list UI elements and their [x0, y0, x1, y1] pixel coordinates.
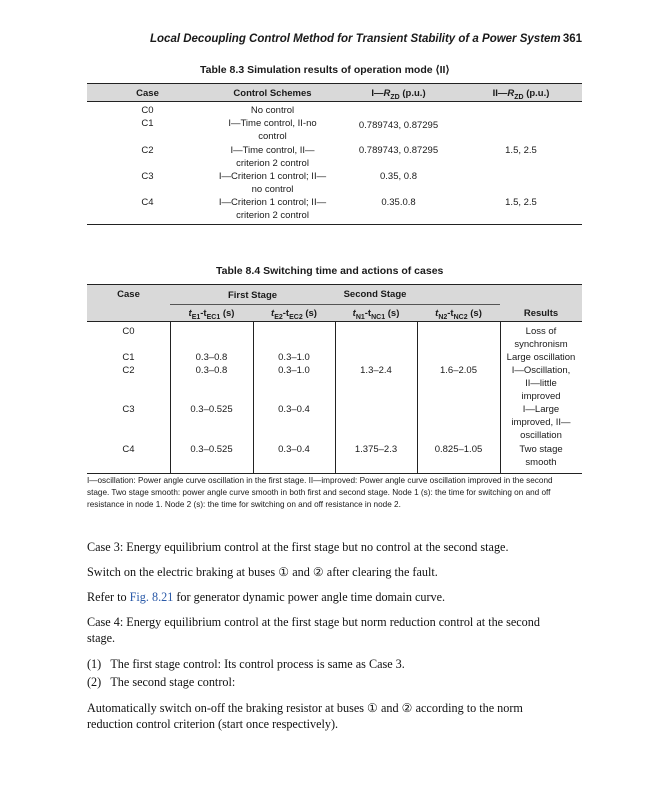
t84-r0-result: Loss of synchronism — [514, 326, 568, 350]
t84-r1-result: Large oscillation — [506, 352, 576, 363]
list-item: (2) The second stage control: — [87, 675, 236, 689]
t84-r2-n1: 1.3–2.4 — [360, 365, 392, 376]
t83-r3-scheme: I—Criterion 1 control; II— no control — [218, 171, 327, 195]
t83-r1-scheme: I—Time control, II-no control — [228, 118, 317, 142]
t84-r0-case: C0 — [122, 326, 135, 337]
t84-r4-result: Two stage smooth — [519, 444, 563, 468]
t83-col-schemes: Control Schemes — [233, 88, 312, 99]
t84-r3-result: I—Large improved, II— oscillation — [511, 404, 571, 441]
t83-r0-scheme: No control — [250, 105, 295, 116]
figure-link[interactable]: Fig. 8.21 — [129, 590, 174, 604]
t83-h-ii-prefix: II— — [492, 88, 508, 99]
t84-r2-e1: 0.3–0.8 — [195, 365, 228, 376]
t84-r2-n2: 1.6–2.05 — [440, 365, 477, 376]
t83-r2-scheme: I—Time control, II— criterion 2 control — [230, 145, 315, 169]
t83-r4-scheme: I—Criterion 1 control; II— criterion 2 control — [218, 197, 327, 221]
running-header — [150, 33, 586, 45]
t83-h-i-r: R — [383, 88, 391, 99]
t84-col-results: Results — [523, 308, 559, 319]
t83-h-ii-sub: ZD — [514, 93, 524, 101]
t84-r1-e2: 0.3–1.0 — [278, 352, 310, 363]
t84-r4-e2: 0.3–0.4 — [278, 444, 310, 455]
t83-col-rzd-ii — [460, 87, 582, 104]
t83-h-i-sub: ZD — [390, 93, 400, 101]
table-8-3-bottom-rule — [87, 224, 582, 225]
table-8-4-stage-rule — [170, 304, 500, 305]
t84-r4-n2: 0.825–1.05 — [434, 444, 483, 455]
t84-r3-e1: 0.3–0.525 — [190, 404, 233, 415]
t83-h-ii-unit: (p.u.) — [523, 88, 550, 99]
t84-col-first-stage: First Stage — [227, 290, 278, 301]
t84-r4-case: C4 — [122, 444, 135, 455]
t84-col-case: Case — [117, 289, 140, 300]
t83-h-ii-r: R — [507, 88, 515, 99]
paragraph-automatic-switch: Automatically switch on-off the braking resistor at buses ① and ② according to the norm reduction control criterion (start once respectively). — [87, 701, 523, 731]
t83-r4-i: 0.35.0.8 — [381, 197, 416, 208]
t83-col-rzd-i — [337, 87, 460, 104]
t84-r3-case: C3 — [122, 404, 135, 415]
t84-r1-case: C1 — [122, 352, 135, 363]
t84-col-e1: $t_{E1}-t_{EC1}$ (s) — [188, 308, 235, 321]
t83-r1-i: 0.789743, 0.87295 — [358, 120, 439, 131]
t83-h-i-unit: (p.u.) — [399, 88, 426, 99]
t83-r4-case: C4 — [141, 197, 154, 208]
table-8-4-caption: Table 8.4 Switching time and actions of cases — [216, 265, 444, 277]
page-number: 361 — [562, 33, 582, 45]
table-8-4-bottom-rule — [87, 473, 582, 474]
t83-r2-i: 0.789743, 0.87295 — [358, 145, 439, 156]
t84-r1-e1: 0.3–0.8 — [195, 352, 228, 363]
t84-col-n2: $t_{N2}-t_{NC2}$ (s) — [435, 308, 482, 321]
running-title: Local Decoupling Control Method for Transient Stability of a Power System — [150, 33, 561, 45]
list-item: (1) The first stage control: Its control process is same as Case 3. — [87, 657, 405, 671]
t83-r3-i: 0.35, 0.8 — [380, 171, 417, 182]
t83-col-case: Case — [136, 88, 159, 99]
t84-r4-n1: 1.375–2.3 — [354, 444, 398, 455]
paragraph-refer: Refer to Fig. 8.21 for generator dynamic power angle time domain curve. — [87, 590, 446, 604]
t83-r2-ii: 1.5, 2.5 — [505, 145, 537, 156]
t84-col-second-stage: Second Stage — [343, 289, 407, 300]
t83-h-i-prefix: I— — [371, 88, 384, 99]
table-8-4-footnote: I—oscillation: Power angle curve oscillation in the first stage. II—improved: Power angle curve oscillation improved in the second stage. Two stage smooth: power angle curve smooth in both first and second stage. Node 1 (s): the time for switching on and off resistance in node 1. Node 2 (s): the time for switching on and off resistance in node 2. — [87, 476, 553, 509]
t84-r2-case: C2 — [122, 365, 135, 376]
table-8-3-caption: Table 8.3 Simulation results of operation mode ⟨II⟩ — [200, 64, 450, 76]
t84-r2-e2: 0.3–1.0 — [278, 365, 310, 376]
paragraph-case-3: Case 3: Energy equilibrium control at the first stage but no control at the second stage. — [87, 540, 509, 554]
t84-col-n1: $t_{N1}-t_{NC1}$ (s) — [352, 308, 400, 321]
t83-r1-case: C1 — [141, 118, 154, 129]
t83-r2-case: C2 — [141, 145, 154, 156]
t83-r4-ii: 1.5, 2.5 — [505, 197, 537, 208]
t84-r3-e2: 0.3–0.4 — [278, 404, 310, 415]
t84-r2-result: I—Oscillation, II—little improved — [511, 365, 571, 402]
t84-r4-e1: 0.3–0.525 — [190, 444, 233, 455]
paragraph-case-4: Case 4: Energy equilibrium control at the first stage but norm reduction control at the second stage. — [87, 615, 540, 645]
t83-r3-case: C3 — [141, 171, 154, 182]
paragraph-braking: Switch on the electric braking at buses ① and ② after clearing the fault. — [87, 565, 438, 579]
t83-r0-case: C0 — [141, 105, 154, 116]
t84-col-e2: $t_{E2}-t_{EC2}$ (s) — [271, 308, 317, 321]
